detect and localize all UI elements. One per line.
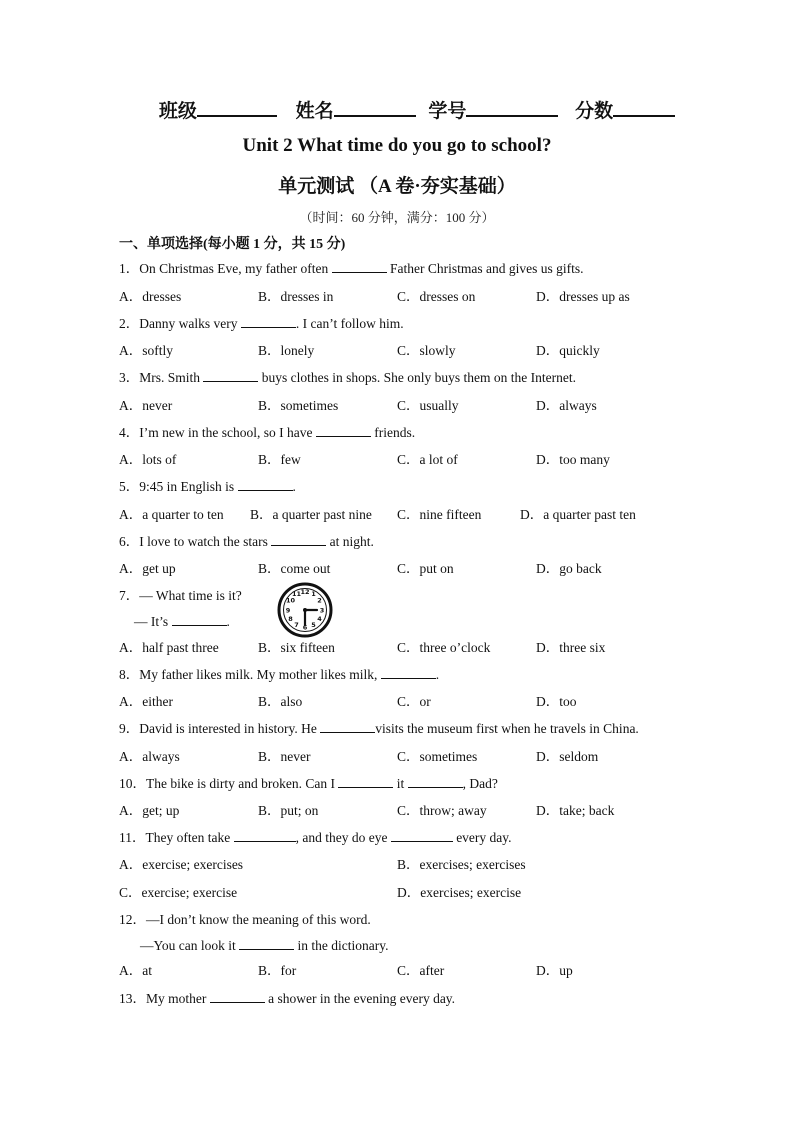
score-blank[interactable]: [613, 97, 675, 117]
answer-blank[interactable]: [239, 937, 294, 950]
option-a[interactable]: A．half past three: [119, 640, 219, 655]
svg-text:2: 2: [317, 596, 322, 605]
question-text: , Dad?: [462, 776, 498, 791]
question-text: —I don’t know the meaning of this word.: [146, 912, 371, 927]
option-b[interactable]: B．sometimes: [258, 398, 339, 413]
svg-text:8: 8: [288, 615, 293, 623]
question-text: .: [292, 479, 296, 494]
question-number: 12．: [119, 912, 146, 927]
question-text: —You can look it: [140, 938, 240, 953]
option-c[interactable]: C．put on: [397, 561, 454, 576]
question-text: . I can’t follow him.: [295, 316, 404, 331]
question-text: at night.: [326, 534, 374, 549]
question-number: 1．: [119, 261, 140, 276]
question-number: 10．: [119, 776, 146, 791]
option-c[interactable]: C．throw; away: [397, 803, 487, 818]
question-text: visits the museum first when he travels in China.: [375, 721, 639, 736]
class-blank[interactable]: [197, 97, 277, 117]
question-1: [119, 260, 583, 278]
question-number: 4．: [119, 425, 140, 440]
question-5: [119, 478, 296, 496]
question-text: friends.: [370, 425, 416, 440]
option-b[interactable]: B．also: [258, 694, 303, 709]
question-6: [119, 533, 374, 551]
score-field: [575, 96, 675, 123]
option-c[interactable]: C．after: [397, 963, 445, 978]
option-d[interactable]: D．too: [536, 694, 577, 709]
answer-blank[interactable]: [381, 666, 436, 679]
svg-text:9: 9: [285, 606, 291, 615]
exam-subtitle: 单元测试 （A 卷·夯实基础）: [278, 176, 516, 197]
option-a[interactable]: A．lots of: [119, 452, 177, 467]
option-c[interactable]: C．dresses on: [397, 289, 476, 304]
option-d[interactable]: D．always: [536, 398, 597, 413]
option-a[interactable]: A．at: [119, 963, 152, 978]
question-text: every day.: [452, 830, 512, 845]
answer-blank[interactable]: [408, 775, 463, 788]
question-8: [119, 666, 439, 684]
question-13: [119, 990, 455, 1008]
question-number: 5．: [119, 479, 140, 494]
option-b[interactable]: B．come out: [258, 561, 331, 576]
option-a[interactable]: A．get up: [119, 561, 176, 576]
question-text: They often take: [145, 830, 234, 845]
answer-blank[interactable]: [338, 775, 393, 788]
question-number: 2．: [119, 316, 140, 331]
svg-text:12: 12: [300, 588, 310, 596]
class-label: 班级: [158, 101, 197, 122]
option-d[interactable]: D．three six: [536, 640, 606, 655]
option-a[interactable]: A．never: [119, 398, 173, 413]
question-text: it: [393, 776, 408, 791]
clock-icon: [277, 582, 333, 638]
question-3: [119, 369, 576, 387]
question-text: Danny walks very: [139, 316, 241, 331]
option-c[interactable]: C．three o’clock: [397, 640, 491, 655]
option-d[interactable]: D．take; back: [536, 803, 615, 818]
option-a[interactable]: A．either: [119, 694, 173, 709]
name-label: 姓名: [295, 101, 334, 122]
question-number: 9．: [119, 721, 140, 736]
svg-text:6: 6: [302, 623, 308, 632]
question-number: 13．: [119, 991, 146, 1006]
answer-blank[interactable]: [172, 613, 227, 626]
question-4: [119, 424, 415, 442]
question-text: — What time is it?: [139, 588, 242, 603]
question-text: a shower in the evening every day.: [264, 991, 456, 1006]
question-text: , and they do eye: [295, 830, 391, 845]
id-blank[interactable]: [466, 97, 558, 117]
option-b[interactable]: B．put; on: [258, 803, 319, 818]
svg-text:5: 5: [311, 621, 316, 629]
question-text: .: [226, 614, 230, 629]
name-blank[interactable]: [334, 97, 416, 117]
question-number: 6．: [119, 534, 140, 549]
question-text: buys clothes in shops. She only buys them on the Internet.: [258, 370, 576, 385]
name-field: [296, 96, 416, 123]
svg-text:7: 7: [294, 621, 299, 629]
question-text: 9:45 in English is: [139, 479, 238, 494]
answer-blank[interactable]: [316, 424, 371, 437]
question-9: [119, 720, 639, 738]
question-text: David is interested in history. He: [139, 721, 321, 736]
option-d[interactable]: D．exercises; exercise: [397, 885, 522, 900]
option-b[interactable]: B．dresses in: [258, 289, 334, 304]
answer-blank[interactable]: [332, 260, 387, 273]
question-text: Mrs. Smith: [139, 370, 204, 385]
question-7-line2: [134, 613, 230, 631]
option-b[interactable]: B．six fifteen: [258, 640, 335, 655]
option-a[interactable]: A．softly: [119, 343, 173, 358]
question-text: I’m new in the school, so I have: [139, 425, 316, 440]
question-7: [119, 587, 242, 605]
question-2: [119, 315, 404, 333]
option-b[interactable]: B．for: [258, 963, 297, 978]
question-number: 7．: [119, 588, 140, 603]
option-d[interactable]: D．go back: [536, 561, 602, 576]
id-label: 学号: [428, 101, 467, 122]
option-c[interactable]: C．or: [397, 694, 431, 709]
svg-text:10: 10: [285, 596, 296, 605]
answer-blank[interactable]: [241, 315, 296, 328]
time-info: （时间：60 分钟，满分：100 分）: [299, 210, 495, 225]
option-c[interactable]: C．sometimes: [397, 749, 478, 764]
option-d[interactable]: D．too many: [536, 452, 610, 467]
option-c[interactable]: C．a lot of: [397, 452, 458, 467]
answer-blank[interactable]: [238, 478, 293, 491]
question-number: 8．: [119, 667, 140, 682]
question-text: .: [435, 667, 440, 682]
question-text: The bike is dirty and broken. Can I: [146, 776, 339, 791]
option-c[interactable]: C．usually: [397, 398, 459, 413]
option-d[interactable]: D．up: [536, 963, 573, 978]
answer-blank[interactable]: [391, 829, 453, 842]
question-12-line2: [140, 937, 389, 955]
answer-blank[interactable]: [320, 720, 375, 733]
svg-text:11: 11: [291, 590, 302, 599]
question-text: My mother: [146, 991, 210, 1006]
question-text: On Christmas Eve, my father often: [139, 261, 332, 276]
option-b[interactable]: B．a quarter past nine: [250, 507, 372, 522]
score-label: 分数: [575, 101, 614, 122]
answer-blank[interactable]: [210, 990, 265, 1003]
question-text: I love to watch the stars: [139, 534, 272, 549]
student-info-line: [0, 96, 794, 123]
svg-text:4: 4: [317, 615, 322, 623]
option-a[interactable]: A．dresses: [119, 289, 182, 304]
question-12: [119, 911, 371, 929]
option-a[interactable]: A．a quarter to ten: [119, 507, 224, 522]
option-c[interactable]: C．exercise; exercise: [119, 885, 238, 900]
option-b[interactable]: B．few: [258, 452, 301, 467]
option-b[interactable]: B．never: [258, 749, 311, 764]
option-d[interactable]: D．dresses up as: [536, 289, 630, 304]
option-b[interactable]: B．exercises; exercises: [397, 857, 526, 872]
question-text: Father Christmas and gives us gifts.: [386, 261, 584, 276]
question-number: 3．: [119, 370, 140, 385]
question-text: — It’s: [134, 614, 172, 629]
option-a[interactable]: A．always: [119, 749, 180, 764]
question-number: 11．: [119, 830, 146, 845]
option-d[interactable]: D．seldom: [536, 749, 599, 764]
class-field: [159, 96, 277, 123]
exam-title: Unit 2 What time do you go to school?: [242, 135, 552, 156]
id-field: [428, 96, 558, 123]
option-d[interactable]: D．quickly: [536, 343, 600, 358]
svg-text:3: 3: [319, 606, 325, 615]
question-11: [119, 829, 512, 847]
option-c[interactable]: C．nine fifteen: [397, 507, 482, 522]
answer-blank[interactable]: [203, 369, 258, 382]
section-title: 一、单项选择(每小题 1 分，共 15 分): [119, 237, 346, 252]
option-c[interactable]: C．slowly: [397, 343, 456, 358]
option-a[interactable]: A．exercise; exercises: [119, 857, 244, 872]
question-10: [119, 775, 498, 793]
answer-blank[interactable]: [271, 533, 326, 546]
answer-blank[interactable]: [234, 829, 296, 842]
question-text: in the dictionary.: [294, 938, 389, 953]
svg-text:1: 1: [311, 590, 316, 599]
option-b[interactable]: B．lonely: [258, 343, 315, 358]
option-d[interactable]: D．a quarter past ten: [520, 507, 636, 522]
question-text: My father likes milk. My mother likes milk,: [139, 667, 381, 682]
option-a[interactable]: A．get; up: [119, 803, 180, 818]
